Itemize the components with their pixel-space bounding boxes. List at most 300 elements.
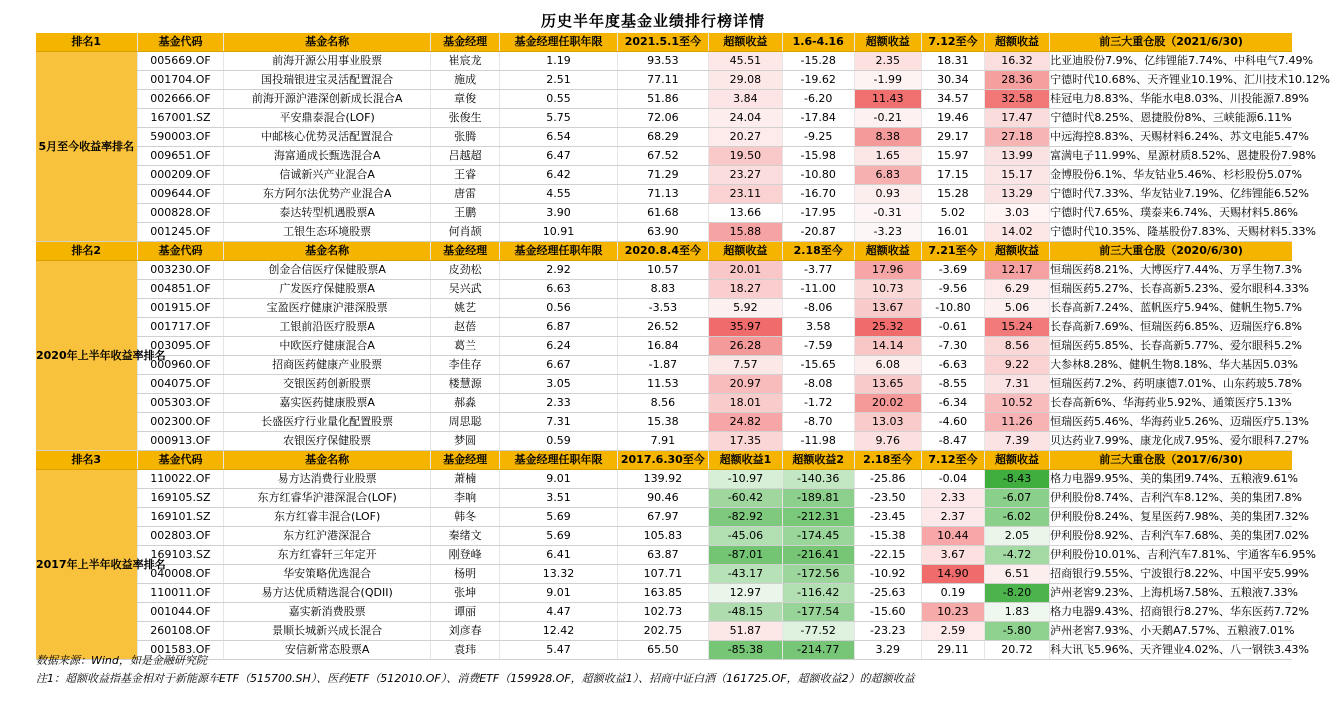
cell-tenure: 9.01 [500, 470, 617, 489]
cell-return-period: 65.50 [617, 641, 708, 660]
cell-excess-a: -85.38 [708, 641, 782, 660]
table-row [36, 565, 1292, 584]
cell-tenure: 0.59 [500, 432, 617, 451]
cell-manager: 皮劲松 [430, 261, 500, 280]
column-header-code: 基金代码 [137, 33, 224, 52]
cell-excess-a: -82.92 [708, 508, 782, 527]
cell-period-c: -4.60 [921, 413, 984, 432]
cell-period-b: -8.06 [782, 299, 854, 318]
cell-excess-c: -6.07 [984, 489, 1049, 508]
cell-excess-a: 19.50 [708, 147, 782, 166]
cell-manager: 吕越超 [430, 147, 500, 166]
cell-return-period: 61.68 [617, 204, 708, 223]
cell-code: 000209.OF [137, 166, 224, 185]
section-header-row [36, 242, 1292, 261]
cell-name: 宝盈医疗健康沪港深股票 [224, 299, 430, 318]
cell-name: 工银前沿医疗股票A [224, 318, 430, 337]
column-header-top-holdings: 前三大重仓股（2017/6/30) [1050, 451, 1292, 470]
cell-period-c: 34.57 [921, 90, 984, 109]
cell-excess-b: -23.50 [854, 489, 921, 508]
cell-period-b: -11.98 [782, 432, 854, 451]
cell-excess-c: 8.56 [984, 337, 1049, 356]
cell-excess-c: -6.02 [984, 508, 1049, 527]
cell-tenure: 5.47 [500, 641, 617, 660]
cell-period-c: 10.44 [921, 527, 984, 546]
cell-return-period: 105.83 [617, 527, 708, 546]
cell-excess-c: 17.47 [984, 109, 1049, 128]
cell-excess-c: 3.03 [984, 204, 1049, 223]
cell-excess-c: 32.58 [984, 90, 1049, 109]
cell-return-period: 90.46 [617, 489, 708, 508]
cell-tenure: 7.31 [500, 413, 617, 432]
cell-return-period: -1.87 [617, 356, 708, 375]
cell-excess-b: 11.43 [854, 90, 921, 109]
cell-return-period: 26.52 [617, 318, 708, 337]
cell-name: 信诚新兴产业混合A [224, 166, 430, 185]
column-header-period-c: 7.12至今 [921, 33, 984, 52]
cell-manager: 王睿 [430, 166, 500, 185]
cell-excess-b: 13.03 [854, 413, 921, 432]
cell-tenure: 1.19 [500, 52, 617, 71]
cell-return-period: -3.53 [617, 299, 708, 318]
cell-name: 易方达优质精选混合(QDII) [224, 584, 430, 603]
column-header-excess-b: 超额收益 [854, 33, 921, 52]
cell-return-period: 7.91 [617, 432, 708, 451]
column-header-return-period: 2020.8.4至今 [617, 242, 708, 261]
cell-excess-b: 3.29 [854, 641, 921, 660]
table-row [36, 375, 1292, 394]
cell-excess-b: -25.63 [854, 584, 921, 603]
cell-name: 中邮核心优势灵活配置混合 [224, 128, 430, 147]
cell-period-b: -172.56 [782, 565, 854, 584]
cell-tenure: 6.67 [500, 356, 617, 375]
cell-excess-a: 24.04 [708, 109, 782, 128]
cell-excess-a: 51.87 [708, 622, 782, 641]
cell-excess-b: -23.23 [854, 622, 921, 641]
cell-tenure: 5.69 [500, 527, 617, 546]
cell-tenure: 12.42 [500, 622, 617, 641]
cell-return-period: 8.83 [617, 280, 708, 299]
cell-period-b: -20.87 [782, 223, 854, 242]
cell-top-holdings: 长春高新7.24%、蓝帆医疗5.94%、健帆生物5.7% [1050, 299, 1292, 318]
table-row [36, 280, 1292, 299]
cell-manager: 李佳存 [430, 356, 500, 375]
cell-manager: 梦圆 [430, 432, 500, 451]
cell-tenure: 3.05 [500, 375, 617, 394]
cell-name: 华安策略优选混合 [224, 565, 430, 584]
cell-return-period: 202.75 [617, 622, 708, 641]
section-header-row [36, 451, 1292, 470]
cell-return-period: 102.73 [617, 603, 708, 622]
cell-top-holdings: 招商银行9.55%、宁波银行8.22%、中国平安5.99% [1050, 565, 1292, 584]
cell-manager: 韩冬 [430, 508, 500, 527]
cell-top-holdings: 富满电子11.99%、星源材质8.52%、恩捷股份7.98% [1050, 147, 1292, 166]
cell-top-holdings: 恒瑞医药5.85%、长春高新5.77%、爱尔眼科5.2% [1050, 337, 1292, 356]
cell-manager: 施成 [430, 71, 500, 90]
cell-period-c: 10.23 [921, 603, 984, 622]
cell-manager: 周思聪 [430, 413, 500, 432]
cell-return-period: 8.56 [617, 394, 708, 413]
cell-code: 000828.OF [137, 204, 224, 223]
cell-name: 东方红沪港深混合 [224, 527, 430, 546]
table-row [36, 204, 1292, 223]
column-header-tenure: 基金经理任职年限 [500, 33, 617, 52]
cell-top-holdings: 宁德时代8.25%、恩捷股份8%、三峡能源6.11% [1050, 109, 1292, 128]
cell-name: 东方红睿丰混合(LOF) [224, 508, 430, 527]
cell-excess-c: 16.32 [984, 52, 1049, 71]
cell-code: 001915.OF [137, 299, 224, 318]
column-header-excess-c: 超额收益 [984, 451, 1049, 470]
cell-period-c: -7.30 [921, 337, 984, 356]
cell-code: 000913.OF [137, 432, 224, 451]
table-row [36, 109, 1292, 128]
cell-manager: 崔宸龙 [430, 52, 500, 71]
cell-period-c: -6.63 [921, 356, 984, 375]
cell-code: 003230.OF [137, 261, 224, 280]
table-row [36, 413, 1292, 432]
cell-excess-a: 18.27 [708, 280, 782, 299]
cell-excess-b: 10.73 [854, 280, 921, 299]
cell-period-c: -3.69 [921, 261, 984, 280]
cell-code: 004851.OF [137, 280, 224, 299]
table-row [36, 527, 1292, 546]
column-header-period-c: 7.21至今 [921, 242, 984, 261]
cell-period-c: 2.37 [921, 508, 984, 527]
cell-excess-c: 2.05 [984, 527, 1049, 546]
cell-period-b: -214.77 [782, 641, 854, 660]
table-row [36, 52, 1292, 71]
cell-excess-a: 18.01 [708, 394, 782, 413]
cell-excess-b: 6.83 [854, 166, 921, 185]
table-row [36, 394, 1292, 413]
cell-excess-c: 6.51 [984, 565, 1049, 584]
cell-top-holdings: 宁德时代10.35%、隆基股份7.83%、天赐材料5.33% [1050, 223, 1292, 242]
cell-period-b: -8.70 [782, 413, 854, 432]
cell-return-period: 107.71 [617, 565, 708, 584]
cell-period-c: 15.97 [921, 147, 984, 166]
notes [36, 652, 915, 688]
cell-code: 000960.OF [137, 356, 224, 375]
section-label: 2020年上半年收益率排名 [36, 261, 137, 451]
section-label: 2017年上半年收益率排名 [36, 470, 137, 660]
cell-code: 167001.SZ [137, 109, 224, 128]
column-header-manager: 基金经理 [430, 242, 500, 261]
cell-period-c: 2.33 [921, 489, 984, 508]
cell-tenure: 5.75 [500, 109, 617, 128]
cell-top-holdings: 长春高新6%、华海药业5.92%、通策医疗5.13% [1050, 394, 1292, 413]
cell-period-c: -0.04 [921, 470, 984, 489]
cell-return-period: 11.53 [617, 375, 708, 394]
cell-name: 景顺长城新兴成长混合 [224, 622, 430, 641]
cell-excess-c: 7.39 [984, 432, 1049, 451]
cell-excess-a: 23.11 [708, 185, 782, 204]
cell-name: 交银医药创新股票 [224, 375, 430, 394]
cell-return-period: 77.11 [617, 71, 708, 90]
cell-tenure: 6.87 [500, 318, 617, 337]
cell-top-holdings: 中远海控8.83%、天赐材料6.24%、苏文电能5.47% [1050, 128, 1292, 147]
cell-period-c: 16.01 [921, 223, 984, 242]
cell-period-c: -0.61 [921, 318, 984, 337]
cell-top-holdings: 桂冠电力8.83%、华能水电8.03%、川投能源7.89% [1050, 90, 1292, 109]
cell-manager: 李响 [430, 489, 500, 508]
table-row [36, 356, 1292, 375]
cell-tenure: 2.51 [500, 71, 617, 90]
column-header-code: 基金代码 [137, 451, 224, 470]
cell-top-holdings: 宁德时代7.65%、璞泰来6.74%、天赐材料5.86% [1050, 204, 1292, 223]
cell-excess-c: 15.24 [984, 318, 1049, 337]
cell-manager: 楼慧源 [430, 375, 500, 394]
cell-top-holdings: 金博股份6.1%、华友钴业5.46%、杉杉股份5.07% [1050, 166, 1292, 185]
cell-tenure: 4.55 [500, 185, 617, 204]
column-header-manager: 基金经理 [430, 451, 500, 470]
cell-excess-c: 10.52 [984, 394, 1049, 413]
column-header-name: 基金名称 [224, 242, 430, 261]
cell-manager: 萧楠 [430, 470, 500, 489]
cell-excess-c: 12.17 [984, 261, 1049, 280]
cell-name: 东方阿尔法优势产业混合A [224, 185, 430, 204]
fund-ranking-table [36, 33, 1330, 660]
cell-manager: 郝淼 [430, 394, 500, 413]
cell-tenure: 3.90 [500, 204, 617, 223]
column-header-excess-c: 超额收益 [984, 242, 1049, 261]
cell-excess-a: 35.97 [708, 318, 782, 337]
column-header-name: 基金名称 [224, 451, 430, 470]
cell-return-period: 67.97 [617, 508, 708, 527]
cell-excess-b: 6.08 [854, 356, 921, 375]
cell-excess-b: 0.93 [854, 185, 921, 204]
column-header-excess-b: 2.18至今 [854, 451, 921, 470]
cell-excess-b: 14.14 [854, 337, 921, 356]
cell-period-c: 15.28 [921, 185, 984, 204]
cell-excess-c: -4.72 [984, 546, 1049, 565]
cell-tenure: 6.41 [500, 546, 617, 565]
cell-name: 创金合信医疗保健股票A [224, 261, 430, 280]
column-header-period-b: 1.6-4.16 [782, 33, 854, 52]
column-header-rank: 排名1 [36, 33, 137, 52]
cell-excess-a: -60.42 [708, 489, 782, 508]
cell-excess-c: 9.22 [984, 356, 1049, 375]
cell-period-b: -77.52 [782, 622, 854, 641]
table-row [36, 489, 1292, 508]
cell-excess-c: 1.83 [984, 603, 1049, 622]
cell-tenure: 10.91 [500, 223, 617, 242]
cell-manager: 谭丽 [430, 603, 500, 622]
cell-period-c: 17.15 [921, 166, 984, 185]
cell-period-b: -177.54 [782, 603, 854, 622]
cell-name: 平安鼎泰混合(LOF) [224, 109, 430, 128]
cell-period-b: -16.70 [782, 185, 854, 204]
cell-period-b: -1.72 [782, 394, 854, 413]
cell-code: 110011.OF [137, 584, 224, 603]
cell-excess-c: 14.02 [984, 223, 1049, 242]
cell-excess-b: 17.96 [854, 261, 921, 280]
cell-tenure: 0.55 [500, 90, 617, 109]
cell-top-holdings: 大参林8.28%、健帆生物8.18%、华大基因5.03% [1050, 356, 1292, 375]
table-row [36, 508, 1292, 527]
cell-top-holdings: 格力电器9.43%、招商银行8.27%、华东医药7.72% [1050, 603, 1292, 622]
cell-tenure: 2.33 [500, 394, 617, 413]
column-header-manager: 基金经理 [430, 33, 500, 52]
cell-period-c: 29.11 [921, 641, 984, 660]
column-header-excess-c: 超额收益 [984, 33, 1049, 52]
cell-excess-b: 1.65 [854, 147, 921, 166]
column-header-top-holdings: 前三大重仓股（2021/6/30) [1050, 33, 1292, 52]
table-row [36, 546, 1292, 565]
cell-name: 前海开源沪港深创新成长混合A [224, 90, 430, 109]
cell-excess-b: -0.31 [854, 204, 921, 223]
cell-top-holdings: 泸州老窖9.23%、上海机场7.58%、五粮液7.33% [1050, 584, 1292, 603]
cell-period-b: -15.65 [782, 356, 854, 375]
cell-excess-a: 26.28 [708, 337, 782, 356]
cell-tenure: 6.47 [500, 147, 617, 166]
cell-manager: 章俊 [430, 90, 500, 109]
column-header-code: 基金代码 [137, 242, 224, 261]
cell-excess-a: -43.17 [708, 565, 782, 584]
column-header-rank: 排名3 [36, 451, 137, 470]
page-title: 历史半年度基金业绩排行榜详情 [540, 12, 765, 30]
cell-excess-c: 28.36 [984, 71, 1049, 90]
cell-name: 长盛医疗行业量化配置股票 [224, 413, 430, 432]
cell-excess-a: 20.97 [708, 375, 782, 394]
cell-period-b: -3.77 [782, 261, 854, 280]
cell-excess-a: 15.88 [708, 223, 782, 242]
cell-excess-a: 29.08 [708, 71, 782, 90]
cell-top-holdings: 泸州老窖7.93%、小天鹅A7.57%、五粮液7.01% [1050, 622, 1292, 641]
cell-excess-c: 13.99 [984, 147, 1049, 166]
cell-period-b: -6.20 [782, 90, 854, 109]
cell-name: 东方红睿轩三年定开 [224, 546, 430, 565]
table-row [36, 337, 1292, 356]
cell-manager: 何肖颉 [430, 223, 500, 242]
cell-manager: 吴兴武 [430, 280, 500, 299]
cell-name: 东方红睿华沪港深混合(LOF) [224, 489, 430, 508]
cell-code: 001704.OF [137, 71, 224, 90]
cell-excess-a: 20.01 [708, 261, 782, 280]
cell-name: 海富通成长甄选混合A [224, 147, 430, 166]
cell-tenure: 5.69 [500, 508, 617, 527]
cell-excess-c: -8.20 [984, 584, 1049, 603]
cell-code: 169103.SZ [137, 546, 224, 565]
cell-period-b: -9.25 [782, 128, 854, 147]
cell-manager: 袁玮 [430, 641, 500, 660]
column-header-excess-a: 超额收益 [708, 33, 782, 52]
cell-period-c: 3.67 [921, 546, 984, 565]
cell-return-period: 139.92 [617, 470, 708, 489]
column-header-period-b: 超额收益2 [782, 451, 854, 470]
cell-code: 001044.OF [137, 603, 224, 622]
cell-period-b: -17.95 [782, 204, 854, 223]
data-source-note: 数据来源：Wind，如是金融研究院 [36, 654, 207, 667]
cell-manager: 张坤 [430, 584, 500, 603]
cell-return-period: 71.13 [617, 185, 708, 204]
cell-excess-c: 7.31 [984, 375, 1049, 394]
cell-excess-b: 13.65 [854, 375, 921, 394]
cell-manager: 刚登峰 [430, 546, 500, 565]
table-row [36, 261, 1292, 280]
cell-period-c: 2.59 [921, 622, 984, 641]
cell-period-c: -8.47 [921, 432, 984, 451]
cell-top-holdings: 伊利股份8.74%、吉利汽车8.12%、美的集团7.8% [1050, 489, 1292, 508]
cell-return-period: 67.52 [617, 147, 708, 166]
cell-code: 004075.OF [137, 375, 224, 394]
table-row [36, 603, 1292, 622]
cell-period-b: -11.00 [782, 280, 854, 299]
cell-return-period: 72.06 [617, 109, 708, 128]
cell-tenure: 6.24 [500, 337, 617, 356]
cell-tenure: 9.01 [500, 584, 617, 603]
cell-period-b: -10.80 [782, 166, 854, 185]
table-row [36, 90, 1292, 109]
cell-top-holdings: 长春高新7.69%、恒瑞医药6.85%、迈瑞医疗6.8% [1050, 318, 1292, 337]
cell-excess-b: -15.60 [854, 603, 921, 622]
table-row [36, 622, 1292, 641]
cell-tenure: 13.32 [500, 565, 617, 584]
cell-period-b: -174.45 [782, 527, 854, 546]
cell-excess-c: -8.43 [984, 470, 1049, 489]
cell-name: 国投瑞银进宝灵活配置混合 [224, 71, 430, 90]
cell-period-c: 14.90 [921, 565, 984, 584]
cell-excess-b: -3.23 [854, 223, 921, 242]
cell-period-c: -9.56 [921, 280, 984, 299]
table-row [36, 128, 1292, 147]
table-row [36, 147, 1292, 166]
cell-manager: 姚艺 [430, 299, 500, 318]
cell-top-holdings: 恒瑞医药5.27%、长春高新5.23%、爱尔眼科4.33% [1050, 280, 1292, 299]
cell-code: 001245.OF [137, 223, 224, 242]
cell-excess-b: 25.32 [854, 318, 921, 337]
cell-code: 002666.OF [137, 90, 224, 109]
cell-top-holdings: 恒瑞医药8.21%、大博医疗7.44%、万孚生物7.3% [1050, 261, 1292, 280]
cell-excess-b: 20.02 [854, 394, 921, 413]
cell-code: 260108.OF [137, 622, 224, 641]
cell-period-b: -116.42 [782, 584, 854, 603]
cell-period-b: -17.84 [782, 109, 854, 128]
cell-period-c: 30.34 [921, 71, 984, 90]
cell-code: 040008.OF [137, 565, 224, 584]
cell-excess-a: 7.57 [708, 356, 782, 375]
cell-period-b: -212.31 [782, 508, 854, 527]
cell-excess-c: 15.17 [984, 166, 1049, 185]
cell-excess-b: 13.67 [854, 299, 921, 318]
cell-excess-b: -23.45 [854, 508, 921, 527]
table-row [36, 432, 1292, 451]
cell-excess-a: 12.97 [708, 584, 782, 603]
cell-excess-a: -87.01 [708, 546, 782, 565]
cell-code: 590003.OF [137, 128, 224, 147]
cell-name: 招商医药健康产业股票 [224, 356, 430, 375]
column-header-tenure: 基金经理任职年限 [500, 451, 617, 470]
cell-return-period: 16.84 [617, 337, 708, 356]
cell-return-period: 15.38 [617, 413, 708, 432]
cell-name: 工银生态环境股票 [224, 223, 430, 242]
cell-excess-a: 5.92 [708, 299, 782, 318]
cell-manager: 刘彦春 [430, 622, 500, 641]
cell-tenure: 4.47 [500, 603, 617, 622]
cell-top-holdings: 伊利股份8.24%、复星医药7.98%、美的集团7.32% [1050, 508, 1292, 527]
column-header-period-b: 2.18至今 [782, 242, 854, 261]
cell-excess-c: 27.18 [984, 128, 1049, 147]
cell-excess-a: 20.27 [708, 128, 782, 147]
cell-name: 安信新常态股票A [224, 641, 430, 660]
section-label: 5月至今收益率排名 [36, 52, 137, 242]
cell-period-b: -8.08 [782, 375, 854, 394]
cell-excess-b: -15.38 [854, 527, 921, 546]
column-header-name: 基金名称 [224, 33, 430, 52]
cell-excess-a: 24.82 [708, 413, 782, 432]
cell-period-c: 5.02 [921, 204, 984, 223]
cell-excess-b: 9.76 [854, 432, 921, 451]
cell-tenure: 3.51 [500, 489, 617, 508]
